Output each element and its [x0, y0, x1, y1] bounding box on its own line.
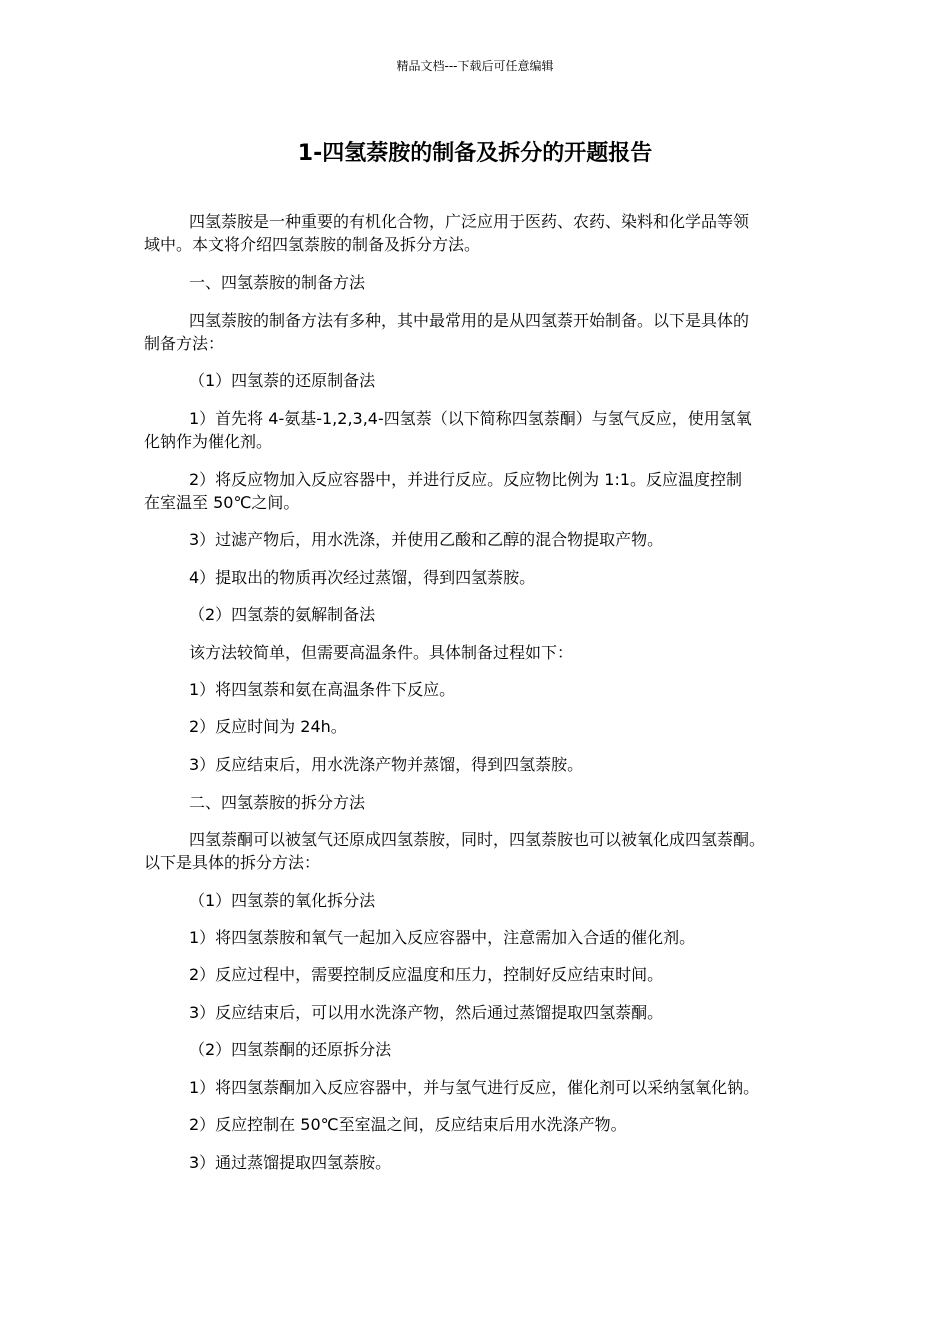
split-method-2-step-3: 3）通过蒸馏提取四氢萘胺。 [189, 1153, 392, 1172]
method-1-step-2-line-1: 2）将反应物加入反应容器中，并进行反应。反应物比例为 1:1。反应温度控制 [189, 470, 743, 489]
method-1-step-1-line-2: 化钠作为催化剂。 [144, 432, 273, 451]
method-1-heading: （1）四氢萘的还原制备法 [189, 371, 376, 390]
page-header: 精品文档---下载后可任意编辑 [396, 59, 554, 73]
method-2-heading: （2）四氢萘的氨解制备法 [189, 605, 376, 624]
method-1-step-1-line-1: 1）首先将 4-氨基-1,2,3,4-四氢萘（以下简称四氢萘酮）与氢气反应，使用氢氧 [189, 409, 752, 428]
intro-paragraph-line-2: 域中。本文将介绍四氢萘胺的制备及拆分方法。 [144, 235, 481, 254]
split-method-1-step-1: 1）将四氢萘胺和氧气一起加入反应容器中，注意需加入合适的催化剂。 [189, 928, 696, 947]
document-title: 1-四氢萘胺的制备及拆分的开题报告 [297, 141, 653, 166]
method-1-step-2-line-2: 在室温至 50℃之间。 [144, 493, 300, 512]
section-1-intro-line-2: 制备方法： [144, 334, 225, 353]
method-2-step-3: 3）反应结束后，用水洗涤产物并蒸馏，得到四氢萘胺。 [189, 755, 584, 774]
method-2-intro: 该方法较简单，但需要高温条件。具体制备过程如下： [189, 643, 574, 662]
section-1-heading: 一、四氢萘胺的制备方法 [189, 273, 366, 292]
split-method-2-step-2: 2）反应控制在 50℃至室温之间，反应结束后用水洗涤产物。 [189, 1115, 627, 1134]
split-method-1-heading: （1）四氢萘的氧化拆分法 [189, 891, 376, 910]
intro-paragraph-line-1: 四氢萘胺是一种重要的有机化合物，广泛应用于医药、农药、染料和化学品等领 [189, 212, 750, 231]
method-2-step-2: 2）反应时间为 24h。 [189, 717, 347, 736]
split-method-1-step-2: 2）反应过程中，需要控制反应温度和压力，控制好反应结束时间。 [189, 965, 664, 984]
section-2-intro-line-1: 四氢萘酮可以被氢气还原成四氢萘胺，同时，四氢萘胺也可以被氧化成四氢萘酮。 [189, 830, 766, 849]
method-1-step-3: 3）过滤产物后，用水洗涤，并使用乙酸和乙醇的混合物提取产物。 [189, 530, 664, 549]
method-1-step-4: 4）提取出的物质再次经过蒸馏，得到四氢萘胺。 [189, 568, 536, 587]
split-method-1-step-3: 3）反应结束后，可以用水洗涤产物，然后通过蒸馏提取四氢萘酮。 [189, 1003, 664, 1022]
section-1-intro-line-1: 四氢萘胺的制备方法有多种，其中最常用的是从四氢萘开始制备。以下是具体的 [189, 311, 750, 330]
split-method-2-step-1: 1）将四氢萘酮加入反应容器中，并与氢气进行反应，催化剂可以采纳氢氧化钠。 [189, 1078, 760, 1097]
split-method-2-heading: （2）四氢萘酮的还原拆分法 [189, 1040, 392, 1059]
section-2-heading: 二、四氢萘胺的拆分方法 [189, 793, 366, 812]
method-2-step-1: 1）将四氢萘和氨在高温条件下反应。 [189, 680, 456, 699]
section-2-intro-line-2: 以下是具体的拆分方法： [144, 853, 321, 872]
